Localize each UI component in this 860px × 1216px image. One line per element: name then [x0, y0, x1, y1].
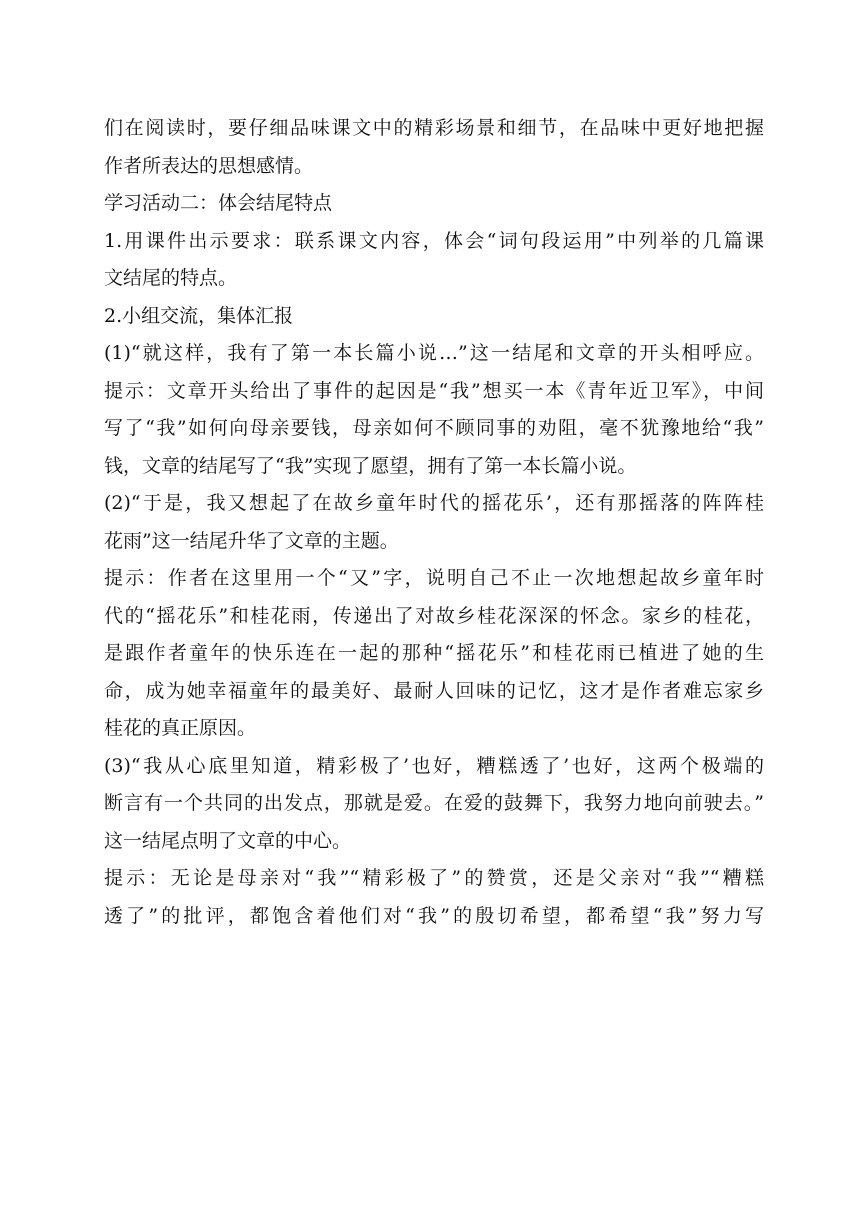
text-line: 提示：作者在这里用一个“又”字，说明自己不止一次地想起故乡童年时 [104, 567, 764, 589]
text-line: (3)“我从心底里知道，精彩极了’也好，糟糕透了’也好，这两个极端的 [104, 754, 764, 777]
text-line: 提示：无论是母亲对“我”“精彩极了”的赞赏，还是父亲对“我”“糟糕 [104, 867, 764, 889]
text-line: 代的“摇花乐”和桂花雨，传递出了对故乡桂花深深的怀念。家乡的桂花， [104, 604, 764, 627]
text-line: 钱，文章的结尾写了“我”实现了愿望，拥有了第一本长篇小说。 [104, 454, 637, 477]
text-line: 作者所表达的思想感情。 [104, 154, 314, 177]
text-line: 是跟作者童年的快乐连在一起的那种“摇花乐”和桂花雨已植进了她的生 [104, 642, 764, 664]
text-line: 这一结尾点明了文章的中心。 [104, 829, 352, 852]
text-line: 桂花的真正原因。 [104, 717, 257, 739]
text-line: 提示：文章开头给出了事件的起因是“我”想买一本《青年近卫军》，中间 [104, 379, 764, 402]
text-line: 1.用课件出示要求：联系课文内容，体会“词句段运用”中列举的几篇课 [104, 229, 764, 252]
text-line: 断言有一个共同的出发点，那就是爱。在爱的鼓舞下，我努力地向前驶去。” [104, 792, 764, 814]
text-line: 透了”的批评，都饱含着他们对“我”的殷切希望，都希望“我”努力写 [104, 904, 764, 927]
document-body [104, 110, 764, 935]
text-line: 们在阅读时，要仔细品味课文中的精彩场景和细节，在品味中更好地把握 [104, 117, 764, 139]
section-heading: 学习活动二：体会结尾特点 [104, 192, 333, 214]
text-line: 文结尾的特点。 [104, 267, 238, 289]
text-line: 2.小组交流，集体汇报 [104, 304, 294, 327]
text-line: 命，成为她幸福童年的最美好、最耐人回味的记忆，这才是作者难忘家乡 [104, 679, 764, 702]
text-line: (1)“就这样，我有了第一本长篇小说…”这一结尾和文章的开头相呼应。 [104, 342, 764, 364]
text-line: (2)“于是，我又想起了在故乡童年时代的摇花乐’，还有那摇落的阵阵桂 [104, 492, 764, 514]
text-line: 花雨”这一结尾升华了文章的主题。 [104, 529, 399, 552]
text-line: 写了“我”如何向母亲要钱，母亲如何不顾同事的劝阻，毫不犹豫地给“我” [104, 417, 764, 439]
